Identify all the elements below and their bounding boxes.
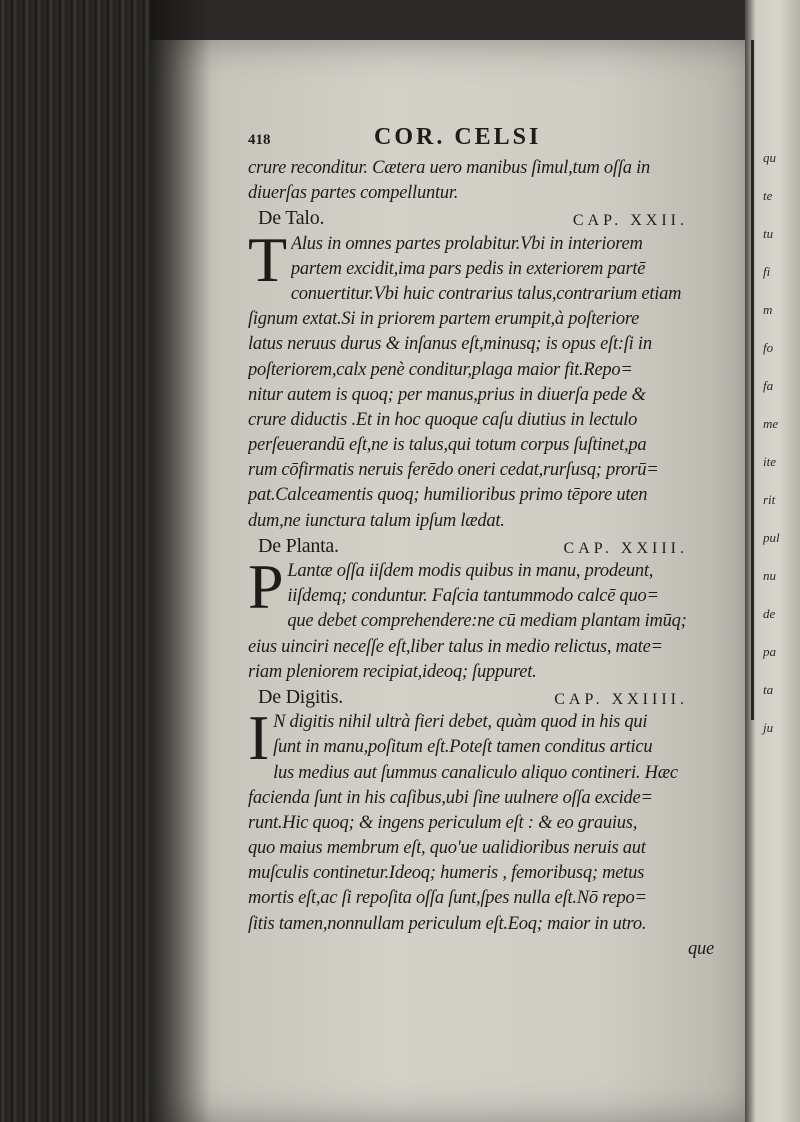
text-line: perſeuerandū eſt,ne is talus,qui totum corpus ſuſtinet,pa — [248, 435, 647, 456]
next-page-fragment: pa — [763, 644, 776, 659]
section-paragraph — [248, 559, 728, 685]
text-line: pat.Calceamentis quoq; humilioribus primo tēpore uten — [248, 485, 648, 506]
next-page-fragment: me — [763, 416, 779, 431]
chapter-number: CAP. XXII. — [572, 212, 688, 230]
text-line: crure diductis .Et in hoc quoque caſu diutius in lectulo — [248, 409, 638, 430]
body-text — [248, 156, 728, 962]
text-line: poſteriorem,calx penè conditur,plaga maior fit.Repo= — [248, 359, 633, 380]
running-header — [248, 124, 718, 154]
section-heading — [248, 206, 728, 231]
drop-cap: P — [248, 559, 284, 622]
text-line: lus medius aut ſummus canaliculo aliquo contineri. Hæc — [273, 762, 678, 783]
next-page-fragment: de — [763, 606, 776, 621]
next-page-fragment: pul — [763, 530, 780, 545]
gutter-shadow — [150, 0, 210, 1122]
text-line: que debet comprehendere:ne cū mediam plantam imūq; — [287, 611, 687, 632]
running-title: COR. CELSI — [374, 124, 542, 150]
next-page-fragment: rit — [763, 492, 776, 507]
text-line: riam pleniorem recipiat,ideoq; ſuppuret. — [248, 661, 537, 682]
text-line: nitur autem is quoq; per manus,prius in diuerſa pede & — [248, 384, 646, 405]
next-page-fragment: te — [763, 188, 773, 203]
next-page-fragment: ite — [763, 454, 776, 469]
text-line: ſunt in manu,poſitum eſt.Poteſt tamen conditus articu — [273, 737, 653, 758]
text-line: ſitis tamen,nonnullam periculum eſt.Eoq; maior in utro. — [248, 913, 647, 934]
text-line: latus neruus durus & inſanus eſt,minusq; is opus eſt:ſi in — [248, 334, 652, 355]
text-line: partem excidit,ima pars pedis in exteriorem partē — [290, 258, 646, 279]
next-page-fragment: fi — [763, 264, 771, 279]
text-line: facienda ſunt in his caſibus,ubi ſine uulnere oſſa excide= — [248, 787, 653, 808]
next-page-fragment: fa — [763, 378, 774, 393]
catchword: que — [688, 938, 714, 959]
next-page-edge — [745, 0, 800, 1122]
section-heading — [248, 685, 728, 710]
text-line: eius uinciri neceſſe eſt,liber talus in medio relictus, mate= — [248, 636, 663, 657]
next-page-fragment: nu — [763, 568, 776, 583]
page-number: 418 — [248, 132, 271, 148]
text-line: dum,ne iunctura talum ipſum lædat. — [248, 510, 505, 531]
text-line: runt.Hic quoq; & ingens periculum eſt : & eo grauius, — [248, 812, 638, 833]
next-page-rule — [751, 40, 754, 720]
next-page-fragment: ta — [763, 682, 774, 697]
chapter-number: CAP. XXIIII. — [554, 690, 688, 708]
section-title: De Talo. — [258, 207, 325, 230]
next-page-fragment: tu — [763, 226, 774, 241]
text-line: conuertitur.Vbi huic contrarius talus,contrarium etiam — [290, 283, 682, 304]
text-line: mortis eſt,ac ſi repoſita oſſa ſunt,ſpes nulla eſt.Nō repo= — [248, 888, 647, 909]
section-heading — [248, 534, 728, 559]
text-line: iiſdemq; conduntur. Faſcia tantummodo calcē quo= — [287, 586, 659, 607]
text-line: diuerſas partes compelluntur. — [248, 183, 459, 204]
text-line: ſignum extat.Si in priorem partem erumpit,à poſteriore — [248, 309, 640, 330]
drop-cap: I — [248, 710, 270, 774]
section-paragraph — [248, 232, 728, 534]
section-title: De Digitis. — [258, 685, 344, 708]
text-line: N digitis nihil ultrà fieri debet, quàm quod in his qui — [273, 712, 648, 733]
section-paragraph — [248, 710, 728, 937]
text-line: rum cōfirmatis neruis ferēdo oneri cedat,rurſusq; prorū= — [248, 460, 659, 481]
book-gutter — [0, 0, 150, 1122]
next-page-fragment: m — [763, 302, 773, 317]
drop-cap: T — [248, 231, 287, 295]
text-line: Alus in omnes partes prolabitur.Vbi in interiorem — [290, 233, 643, 254]
chapter-number: CAP. XXIII. — [563, 539, 688, 557]
next-page-fragment: qu — [763, 150, 776, 165]
text-line: quo maius membrum eſt, quo'ue ualidioribus neruis aut — [248, 838, 646, 859]
next-page-fragment: fo — [763, 340, 774, 355]
text-line: crure reconditur. Cætera uero manibus ſimul,tum oſſa in — [248, 158, 650, 178]
next-page-fragment: ju — [763, 720, 774, 735]
text-line: Lantæ oſſa iiſdem modis quibus in manu, prodeunt, — [287, 561, 654, 581]
text-line: muſculis continetur.Ideoq; humeris , femoribusq; metus — [248, 863, 645, 884]
section-title: De Planta. — [258, 534, 339, 557]
